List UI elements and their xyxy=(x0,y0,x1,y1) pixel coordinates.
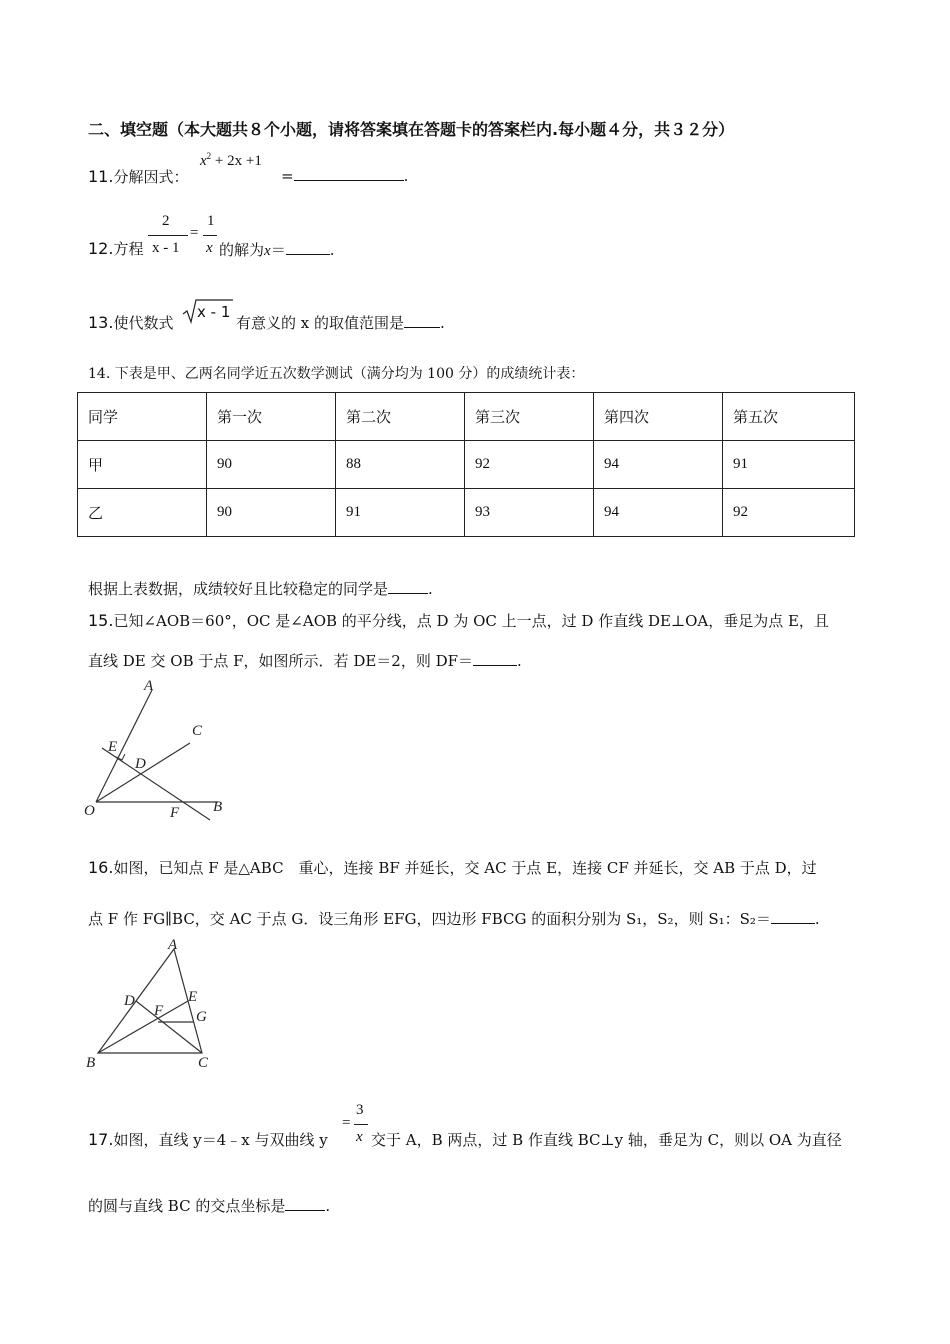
expr-var: x xyxy=(200,153,207,169)
period: . xyxy=(329,241,335,259)
table-cell: 90 xyxy=(207,489,336,537)
label-A: A xyxy=(144,678,154,694)
label-C: C xyxy=(192,723,203,739)
segment-CD xyxy=(136,1001,202,1053)
period: . xyxy=(440,314,445,332)
question-text: 分解因式： xyxy=(113,168,189,186)
table-cell: 88 xyxy=(336,441,465,489)
radicand: x - 1 xyxy=(197,303,231,321)
answer-blank[interactable] xyxy=(404,313,440,328)
question-15 xyxy=(88,610,829,631)
table-cell: 乙 xyxy=(78,489,207,537)
table-cell: 甲 xyxy=(78,441,207,489)
fraction-denominator: x - 1 xyxy=(152,240,180,256)
table-cell: 91 xyxy=(723,441,855,489)
triangle-centroid-figure xyxy=(82,935,222,1075)
answer-blank[interactable] xyxy=(294,166,404,181)
table-cell: 91 xyxy=(336,489,465,537)
question-text: 如图，已知点 F 是△ABC 重心，连接 BF 并延长，交 AC 于点 E，连接 CF 并延长，交 AB 于点 D，过 xyxy=(113,859,817,877)
equals-sign: ＝ xyxy=(270,241,286,259)
label-D: D xyxy=(124,993,135,1009)
fraction-denominator: x xyxy=(356,1129,363,1145)
table-header-cell: 第二次 xyxy=(336,393,465,441)
question-16 xyxy=(88,857,817,878)
question-number: 11. xyxy=(88,167,114,186)
question-14-conclusion xyxy=(88,578,433,599)
label-O: O xyxy=(84,803,95,819)
question-number: 13. xyxy=(88,313,114,332)
label-E: E xyxy=(108,739,118,755)
fraction-bar xyxy=(354,1124,368,1125)
period: . xyxy=(325,1197,331,1215)
label-A: A xyxy=(168,937,178,953)
question-text: 点 F 作 FG∥BC，交 AC 于点 G．设三角形 EFG，四边形 FBCG 的面积分别为 S₁，S₂，则 S₁：S₂＝ xyxy=(88,910,771,928)
table-header-row xyxy=(78,393,855,441)
table-header-cell: 同学 xyxy=(78,393,207,441)
question-13-tail xyxy=(236,312,445,333)
segment-BE xyxy=(98,1001,188,1053)
period: . xyxy=(517,652,522,670)
table-cell: 94 xyxy=(594,441,723,489)
period: . xyxy=(428,580,433,598)
question-text: 交于 A，B 两点，过 B 作直线 BC⊥y 轴，垂足为 C，则以 OA 为直径 xyxy=(371,1131,842,1149)
question-13 xyxy=(88,312,173,333)
answer-blank[interactable] xyxy=(286,240,330,255)
question-14-intro: 14. 下表是甲、乙两名同学近五次数学测试（满分均为 100 分）的成绩统计表： xyxy=(88,366,585,382)
fraction-bar xyxy=(148,235,188,236)
table-header-cell: 第四次 xyxy=(594,393,723,441)
answer-blank[interactable] xyxy=(285,1196,325,1211)
table-cell: 94 xyxy=(594,489,723,537)
line-DE xyxy=(102,748,210,820)
question-15-line2 xyxy=(88,650,522,671)
question-text: 的解为 xyxy=(219,241,265,259)
expr-exponent: 2 xyxy=(206,151,212,161)
question-number: 15. xyxy=(88,611,114,630)
equals-sign: = xyxy=(281,167,294,185)
score-table xyxy=(77,392,855,537)
table-row xyxy=(78,441,855,489)
question-text: 使代数式 xyxy=(113,314,174,332)
question-12-tail xyxy=(219,239,334,260)
expr-rest: + 2x +1 xyxy=(214,153,262,169)
question-number: 16. xyxy=(88,858,114,877)
equals-sign: = xyxy=(190,225,199,241)
question-text: 已知∠AOB＝60°，OC 是∠AOB 的平分线，点 D 为 OC 上一点，过 D 作直线 DE⊥OA，垂足为点 E，且 xyxy=(113,612,829,630)
question-12 xyxy=(88,238,143,259)
table-header-cell: 第一次 xyxy=(207,393,336,441)
question-17-line2 xyxy=(88,1195,330,1216)
table-cell: 92 xyxy=(723,489,855,537)
label-E: E xyxy=(188,989,198,1005)
fraction-numerator: 2 xyxy=(162,213,170,229)
label-B: B xyxy=(86,1055,96,1071)
table-header-cell: 第五次 xyxy=(723,393,855,441)
triangle-ABC xyxy=(98,949,202,1053)
question-16-line2 xyxy=(88,908,820,929)
table-cell: 90 xyxy=(207,441,336,489)
question-17-tail xyxy=(371,1129,842,1150)
question-text: 直线 DE 交 OB 于点 F，如图所示．若 DE＝2，则 DF＝ xyxy=(88,652,474,670)
question-number: 12. xyxy=(88,239,114,258)
answer-blank[interactable] xyxy=(388,579,428,594)
angle-bisector-figure xyxy=(80,675,240,825)
period: . xyxy=(403,167,409,185)
label-D: D xyxy=(135,756,146,772)
question-text: 如图，直线 y＝4﹣x 与双曲线 y xyxy=(113,1131,328,1149)
polynomial-expression xyxy=(200,151,262,170)
table-cell: 92 xyxy=(465,441,594,489)
label-F: F xyxy=(154,1003,164,1019)
table-row xyxy=(78,489,855,537)
answer-blank[interactable] xyxy=(771,909,815,924)
period: . xyxy=(814,910,820,928)
question-17 xyxy=(88,1129,328,1150)
fraction-denominator: x xyxy=(206,240,213,256)
question-text: 方程 xyxy=(113,240,144,258)
fraction-bar xyxy=(203,235,217,236)
question-text: 的圆与直线 BC 的交点坐标是 xyxy=(88,1197,286,1215)
table-cell: 93 xyxy=(465,489,594,537)
question-text: 根据上表数据，成绩较好且比较稳定的同学是 xyxy=(88,580,389,598)
table-header-cell: 第三次 xyxy=(465,393,594,441)
fraction-numerator: 1 xyxy=(207,213,215,229)
label-F: F xyxy=(170,805,180,821)
answer-line-11 xyxy=(281,166,408,185)
label-B: B xyxy=(213,799,223,815)
section-heading: 二、填空题（本大题共８个小题，请将答案填在答题卡的答案栏内.每小题４分，共３２分） xyxy=(88,120,735,139)
equals-sign: = xyxy=(342,1115,351,1131)
question-11 xyxy=(88,166,188,187)
label-C: C xyxy=(198,1055,209,1071)
fraction-numerator: 3 xyxy=(356,1102,364,1118)
answer-blank[interactable] xyxy=(473,651,517,666)
ray-OA xyxy=(96,690,152,802)
question-number: 17. xyxy=(88,1130,114,1149)
question-text: 有意义的 x 的取值范围是 xyxy=(236,314,404,332)
variable: x xyxy=(264,243,271,259)
label-G: G xyxy=(196,1009,207,1025)
